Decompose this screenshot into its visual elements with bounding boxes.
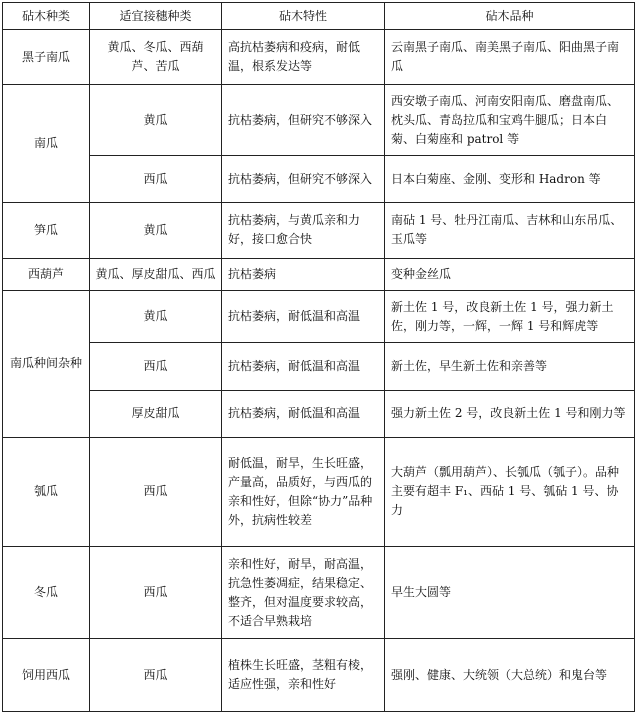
table-row <box>3 437 635 546</box>
cell-variety: 新土佐 1 号，改良新土佐 1 号，强力新土佐，刚力等，一辉，一辉 1 号和辉虎等 <box>385 290 635 342</box>
cell-variety: 新土佐，早生新土佐和亲善等 <box>385 343 635 390</box>
table-row <box>3 390 635 437</box>
cell-trait: 抗枯萎病，但研究不够深入 <box>222 85 385 156</box>
cell-rootstock-type: 南瓜 <box>3 85 90 203</box>
cell-scion: 黄瓜 <box>90 85 222 156</box>
cell-variety: 早生大圆等 <box>385 546 635 639</box>
cell-scion: 西瓜 <box>90 155 222 202</box>
header-rootstock-type: 砧木种类 <box>3 3 90 30</box>
cell-scion: 黄瓜、厚皮甜瓜、西瓜 <box>90 258 222 290</box>
cell-variety: 强刚、健康、大统领（大总统）和鬼台等 <box>385 639 635 712</box>
cell-trait: 耐低温，耐旱，生长旺盛，产量高，品质好，与西瓜的亲和性好，但除“协力”品种外，抗病性较差 <box>222 437 385 546</box>
cell-scion: 西瓜 <box>90 343 222 390</box>
header-row <box>3 3 635 30</box>
cell-scion: 厚皮甜瓜 <box>90 390 222 437</box>
cell-trait: 抗枯萎病，耐低温和高温 <box>222 290 385 342</box>
rootstock-table <box>2 2 635 712</box>
cell-rootstock-type: 西葫芦 <box>3 258 90 290</box>
cell-trait: 高抗枯萎病和疫病，耐低温，根系发达等 <box>222 30 385 85</box>
cell-scion: 西瓜 <box>90 437 222 546</box>
table-row <box>3 85 635 156</box>
cell-scion: 西瓜 <box>90 639 222 712</box>
cell-variety: 日本白菊座、金刚、变形和 Hadron 等 <box>385 155 635 202</box>
cell-trait: 抗枯萎病，与黄瓜亲和力好，接口愈合快 <box>222 203 385 258</box>
table-row <box>3 639 635 712</box>
header-scion-type: 适宜接穗种类 <box>90 3 222 30</box>
cell-rootstock-type: 瓠瓜 <box>3 437 90 546</box>
table-row <box>3 290 635 342</box>
cell-variety: 西安墩子南瓜、河南安阳南瓜、磨盘南瓜、枕头瓜、青岛拉瓜和宝鸡牛腿瓜；日本白菊、白菊座和 patrol 等 <box>385 85 635 156</box>
header-rootstock-traits: 砧木特性 <box>222 3 385 30</box>
cell-rootstock-type: 黑子南瓜 <box>3 30 90 85</box>
cell-trait: 抗枯萎病，耐低温和高温 <box>222 343 385 390</box>
cell-trait: 抗枯萎病，但研究不够深入 <box>222 155 385 202</box>
table-row <box>3 155 635 202</box>
cell-rootstock-type: 饲用西瓜 <box>3 639 90 712</box>
table-row <box>3 30 635 85</box>
table-row <box>3 258 635 290</box>
cell-rootstock-type: 南瓜种间杂种 <box>3 290 90 437</box>
cell-variety: 云南黑子南瓜、南美黑子南瓜、阳曲黑子南瓜 <box>385 30 635 85</box>
cell-trait: 抗枯萎病 <box>222 258 385 290</box>
cell-variety: 变种金丝瓜 <box>385 258 635 290</box>
cell-variety: 南砧 1 号、牡丹江南瓜、吉林和山东吊瓜、玉瓜等 <box>385 203 635 258</box>
cell-scion: 黄瓜 <box>90 290 222 342</box>
table-row <box>3 203 635 258</box>
header-rootstock-varieties: 砧木品种 <box>385 3 635 30</box>
cell-scion: 黄瓜、冬瓜、西葫芦、苦瓜 <box>90 30 222 85</box>
cell-variety: 大葫芦（瓢用葫芦）、长瓠瓜（瓠子）。品种主要有超丰 F₁、西砧 1 号、瓠砧 1 号、协力 <box>385 437 635 546</box>
table-row <box>3 343 635 390</box>
cell-rootstock-type: 笋瓜 <box>3 203 90 258</box>
cell-scion: 黄瓜 <box>90 203 222 258</box>
cell-trait: 植株生长旺盛，茎粗有棱，适应性强，亲和性好 <box>222 639 385 712</box>
cell-trait: 抗枯萎病，耐低温和高温 <box>222 390 385 437</box>
cell-rootstock-type: 冬瓜 <box>3 546 90 639</box>
cell-variety: 强力新土佐 2 号，改良新土佐 1 号和刚力等 <box>385 390 635 437</box>
cell-scion: 西瓜 <box>90 546 222 639</box>
table-row <box>3 546 635 639</box>
cell-trait: 亲和性好，耐旱，耐高温，抗急性萎凋症，结果稳定、整齐，但对温度要求较高，不适合早熟栽培 <box>222 546 385 639</box>
